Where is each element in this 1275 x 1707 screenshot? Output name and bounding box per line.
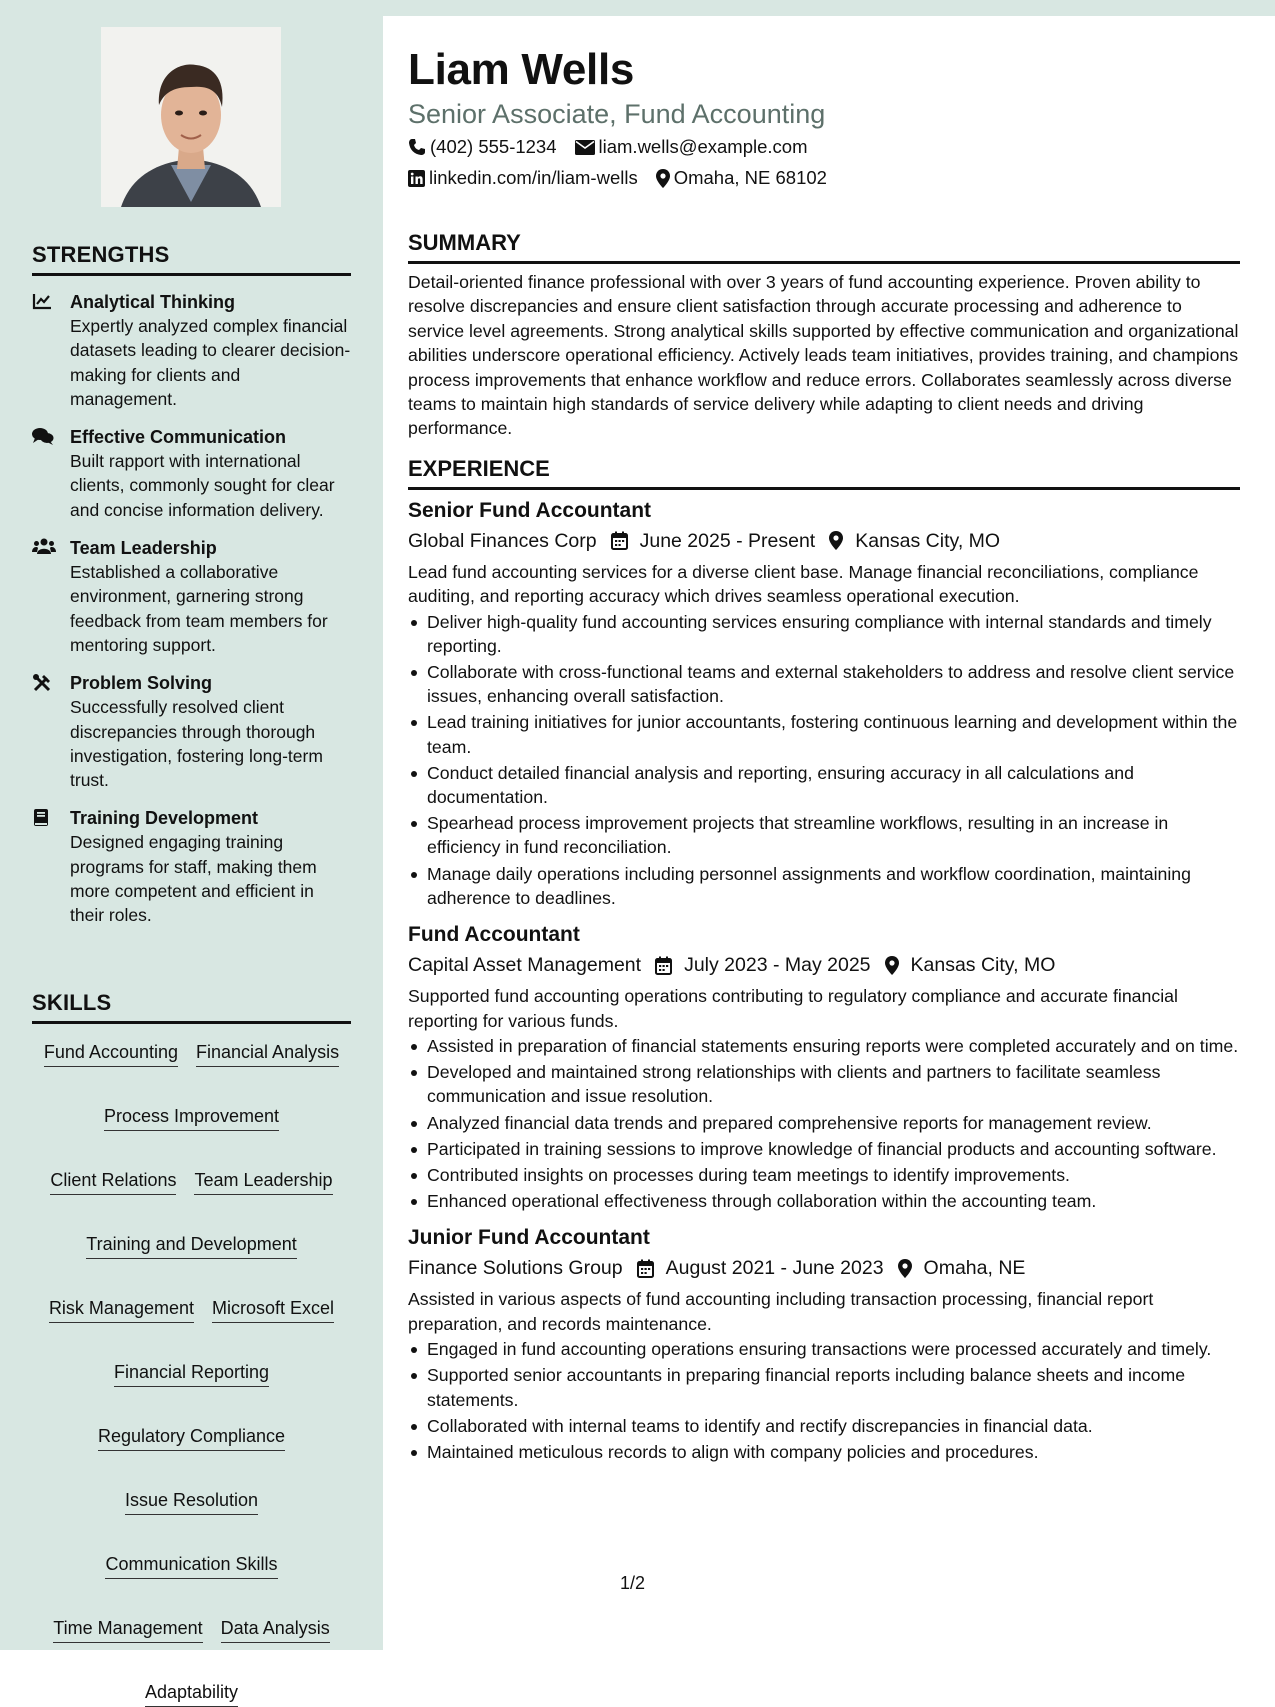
users-icon bbox=[32, 536, 70, 657]
job-title: Junior Fund Accountant bbox=[408, 1226, 650, 1250]
bullet-item: Participated in training sessions to improve knowledge of financial products and accounting software. bbox=[408, 1137, 1240, 1161]
strength-desc: Built rapport with international clients, commonly sought for clear and concise information delivery. bbox=[70, 451, 335, 520]
bullet-item: Conduct detailed financial analysis and reporting, ensuring accuracy in all calculations and documentation. bbox=[408, 761, 1240, 809]
job-description: Assisted in various aspects of fund accounting including transaction processing, financial report preparation, and records maintenance. bbox=[408, 1289, 1154, 1334]
map-pin-icon bbox=[885, 956, 899, 975]
bullet-item: Lead training initiatives for junior accountants, fostering continuous learning and development within the team. bbox=[408, 710, 1240, 758]
job-title: Senior Fund Accountant bbox=[408, 498, 652, 522]
top-strip bbox=[383, 0, 1275, 16]
bullet-item: Spearhead process improvement projects that streamline workflows, resulting in an increase in efficiency in fund reconciliation. bbox=[408, 811, 1240, 859]
summary-text: Detail-oriented finance professional with over 3 years of fund accounting experience. Proven ability to resolve discrepancies and ensure client satisfaction through accurate processing and adherence to service level agreements. Strong analytical skills supported by effective communication and organizational abilities underscore operational efficiency. Actively leads team initiatives, provides training, and champions process improvements that enhance workflow and reduce errors. Collaborates seamlessly across diverse teams to maintain high standards of service delivery while adapting to client needs and driving performance. bbox=[408, 272, 1239, 439]
bullet-item: Deliver high-quality fund accounting services ensuring compliance with internal standards and timely reporting. bbox=[408, 610, 1240, 658]
strengths-section bbox=[32, 242, 351, 928]
candidate-name: Liam Wells bbox=[408, 45, 635, 94]
job-description: Supported fund accounting operations contributing to regulatory compliance and accurate financial reporting for various funds. bbox=[408, 986, 1178, 1031]
profile-photo bbox=[101, 27, 281, 207]
phone-text: (402) 555-1234 bbox=[430, 136, 557, 157]
bullet-item: Collaborated with internal teams to identify and rectify discrepancies in financial data. bbox=[408, 1414, 1240, 1438]
skill-tag: Risk Management bbox=[49, 1297, 194, 1323]
location-text: Omaha, NE 68102 bbox=[673, 167, 827, 188]
job-meta bbox=[408, 1255, 1240, 1281]
skills-list bbox=[32, 1041, 351, 1707]
job-bullets bbox=[408, 1034, 1240, 1213]
page-number: 1/2 bbox=[620, 1573, 646, 1593]
skill-tag: Financial Analysis bbox=[196, 1041, 339, 1067]
job-location: Kansas City, MO bbox=[910, 954, 1056, 977]
contact-row bbox=[408, 135, 1240, 159]
strengths-list bbox=[32, 290, 351, 928]
job-dates: June 2025 - Present bbox=[639, 529, 816, 552]
job-company: Finance Solutions Group bbox=[408, 1257, 623, 1280]
strength-item bbox=[32, 536, 351, 657]
skill-tag: Microsoft Excel bbox=[212, 1297, 334, 1323]
strength-title: Effective Communication bbox=[70, 427, 287, 448]
chart-line-icon bbox=[32, 290, 70, 411]
calendar-icon bbox=[637, 1259, 654, 1278]
job-meta bbox=[408, 528, 1240, 554]
skill-tag: Time Management bbox=[53, 1617, 202, 1643]
job-bullets bbox=[408, 610, 1240, 910]
tools-icon bbox=[32, 671, 70, 792]
strength-desc: Designed engaging training programs for staff, making them more competent and efficient in their roles. bbox=[70, 832, 317, 926]
skill-tag: Fund Accounting bbox=[44, 1041, 178, 1067]
skill-tag: Communication Skills bbox=[105, 1553, 277, 1579]
job-company: Capital Asset Management bbox=[408, 954, 642, 977]
map-pin-icon bbox=[656, 169, 670, 188]
skills-section bbox=[32, 990, 351, 1707]
strength-desc: Expertly analyzed complex financial datasets leading to clearer decision-making for clients and management. bbox=[70, 316, 351, 409]
phone-contact bbox=[408, 135, 557, 159]
bullet-item: Developed and maintained strong relationships with clients and partners to facilitate seamless communication and issue resolution. bbox=[408, 1060, 1240, 1108]
strength-title: Training Development bbox=[70, 808, 259, 829]
bullet-item: Engaged in fund accounting operations ensuring transactions were processed accurately and timely. bbox=[408, 1337, 1240, 1361]
skill-tag: Financial Reporting bbox=[114, 1361, 269, 1387]
job-company: Global Finances Corp bbox=[408, 529, 597, 552]
strength-desc: Established a collaborative environment, garnering strong feedback from team members for mentoring support. bbox=[70, 562, 328, 655]
skills-heading: SKILLS bbox=[32, 990, 351, 1024]
location-contact bbox=[656, 166, 827, 190]
skill-tag: Training and Development bbox=[86, 1233, 296, 1259]
skill-tag: Adaptability bbox=[145, 1681, 238, 1707]
job-dates: August 2021 - June 2023 bbox=[665, 1257, 884, 1280]
job-location: Kansas City, MO bbox=[855, 529, 1001, 552]
experience-section bbox=[408, 456, 1240, 1464]
experience-heading: EXPERIENCE bbox=[408, 456, 1240, 490]
strength-item bbox=[32, 290, 351, 411]
job-title: Fund Accountant bbox=[408, 923, 580, 947]
skill-tag: Data Analysis bbox=[221, 1617, 330, 1643]
map-pin-icon bbox=[829, 531, 843, 550]
job-location: Omaha, NE bbox=[923, 1257, 1026, 1280]
job-dates: July 2023 - May 2025 bbox=[684, 954, 871, 977]
contact-row bbox=[408, 166, 1240, 190]
strength-item bbox=[32, 806, 351, 927]
skill-tag: Regulatory Compliance bbox=[98, 1425, 285, 1451]
skill-tag: Team Leadership bbox=[194, 1169, 332, 1195]
strength-title: Analytical Thinking bbox=[70, 292, 236, 312]
skill-tag: Process Improvement bbox=[104, 1105, 279, 1131]
bullet-item: Assisted in preparation of financial statements ensuring reports were completed accurately and on time. bbox=[408, 1034, 1240, 1058]
summary-section bbox=[408, 230, 1240, 441]
bullet-item: Manage daily operations including personnel assignments and workflow coordination, maintaining adherence to deadlines. bbox=[408, 862, 1240, 910]
map-pin-icon bbox=[898, 1259, 912, 1278]
skill-tag: Client Relations bbox=[50, 1169, 176, 1195]
job-description: Lead fund accounting services for a diverse client base. Manage financial reconciliations, compliance auditing, and reporting accuracy which drives seamless operational execution. bbox=[408, 561, 1199, 607]
main-content bbox=[408, 16, 1240, 1466]
phone-icon bbox=[408, 138, 426, 156]
job-entry bbox=[408, 922, 1240, 1213]
bullet-item: Enhanced operational effectiveness through collaboration within the accounting team. bbox=[408, 1189, 1240, 1213]
calendar-icon bbox=[655, 956, 672, 975]
chat-bubbles-icon bbox=[32, 425, 70, 522]
linkedin-contact[interactable] bbox=[408, 166, 638, 190]
book-icon bbox=[32, 806, 70, 927]
bullet-item: Maintained meticulous records to align with company policies and procedures. bbox=[408, 1440, 1240, 1464]
email-text[interactable]: liam.wells@example.com bbox=[598, 136, 808, 157]
linkedin-text[interactable]: linkedin.com/in/liam-wells bbox=[429, 167, 638, 188]
bullet-item: Contributed insights on processes during team meetings to identify improvements. bbox=[408, 1163, 1240, 1187]
calendar-icon bbox=[611, 531, 628, 550]
skill-tag: Issue Resolution bbox=[125, 1489, 258, 1515]
strength-title: Team Leadership bbox=[70, 538, 217, 559]
candidate-role: Senior Associate, Fund Accounting bbox=[408, 99, 826, 129]
job-entry bbox=[408, 498, 1240, 910]
bullet-item: Collaborate with cross-functional teams and external stakeholders to address and resolve client service issues, enhancing overall satisfaction. bbox=[408, 660, 1240, 708]
strengths-heading: STRENGTHS bbox=[32, 242, 351, 276]
strength-item bbox=[32, 425, 351, 522]
strength-desc: Successfully resolved client discrepancies through thorough investigation, fostering long-term trust. bbox=[70, 697, 323, 791]
job-entry bbox=[408, 1225, 1240, 1464]
email-contact[interactable] bbox=[575, 135, 808, 159]
envelope-icon bbox=[575, 140, 595, 155]
bullet-item: Analyzed financial data trends and prepared comprehensive reports for management review. bbox=[408, 1111, 1240, 1135]
bullet-item: Supported senior accountants in preparing financial reports including balance sheets and income statements. bbox=[408, 1363, 1240, 1411]
job-bullets bbox=[408, 1337, 1240, 1464]
strength-title: Problem Solving bbox=[70, 673, 213, 694]
job-meta bbox=[408, 952, 1240, 978]
strength-item bbox=[32, 671, 351, 792]
linkedin-icon bbox=[408, 170, 425, 187]
summary-heading: SUMMARY bbox=[408, 230, 1240, 264]
